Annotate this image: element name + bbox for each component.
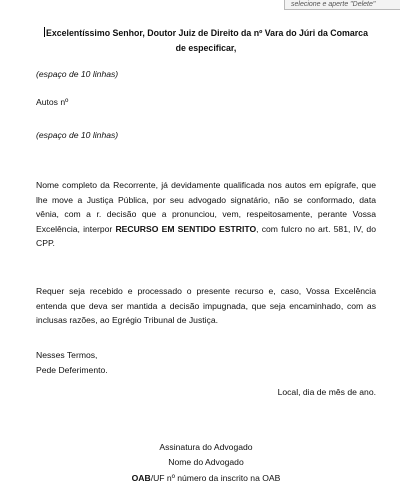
heading-line-1-text: Excelentíssimo Senhor, Doutor Juiz de Direito da nº Vara do Júri da Comarca xyxy=(46,28,368,38)
request-paragraph: Requer seja recebido e processado o presente recurso e, caso, Vossa Excelência entenda que deva ser mantida a decisão impugnada, que seja encaminhado, com as inclusas razões, ao Egrégio Tribunal de Justiça. xyxy=(36,286,376,326)
text-cursor xyxy=(44,27,45,37)
spacing-placeholder-2: (espaço de 10 linhas) xyxy=(36,130,119,140)
spacing-placeholder-1: (espaço de 10 linhas) xyxy=(36,69,119,79)
petition-paragraph xyxy=(36,178,376,251)
document-heading xyxy=(36,26,376,56)
appeal-type: RECURSO EM SENTIDO ESTRITO xyxy=(115,223,257,234)
oab-number-text: /UF nº número da inscrito na OAB xyxy=(150,472,281,483)
petition-text-end: , com fulcro no art. 581, IV, do CPP. xyxy=(36,223,376,249)
heading-line-2: de especificar, xyxy=(175,43,237,53)
oab-label: OAB xyxy=(131,472,151,483)
closing-block xyxy=(36,348,376,378)
place-date-line: Local, dia de mês de ano. xyxy=(277,387,376,397)
oab-line xyxy=(36,471,376,486)
closing-line-1: Nesses Termos, xyxy=(36,350,98,360)
heading-line-1 xyxy=(36,26,376,41)
lawyer-name-line: Nome do Advogado xyxy=(168,457,244,468)
petition-text: Nome completo da Recorrente, já devidamente qualificada nos autos em epígrafe, que lhe move a Justiça Pública, por seu advogado signatário, não se conformado, data vênia, com a r. decisão que a pronunciou, vem, respeitosamente, perante Vossa Excelência, interpor xyxy=(36,180,376,234)
delete-hint-tooltip: selecione e aperte "Delete" xyxy=(284,0,400,10)
signature-block xyxy=(36,440,376,486)
closing-line-2: Pede Deferimento. xyxy=(36,365,108,375)
signature-line: Assinatura do Advogado xyxy=(159,442,253,452)
case-number-label: Autos nº xyxy=(36,97,69,107)
